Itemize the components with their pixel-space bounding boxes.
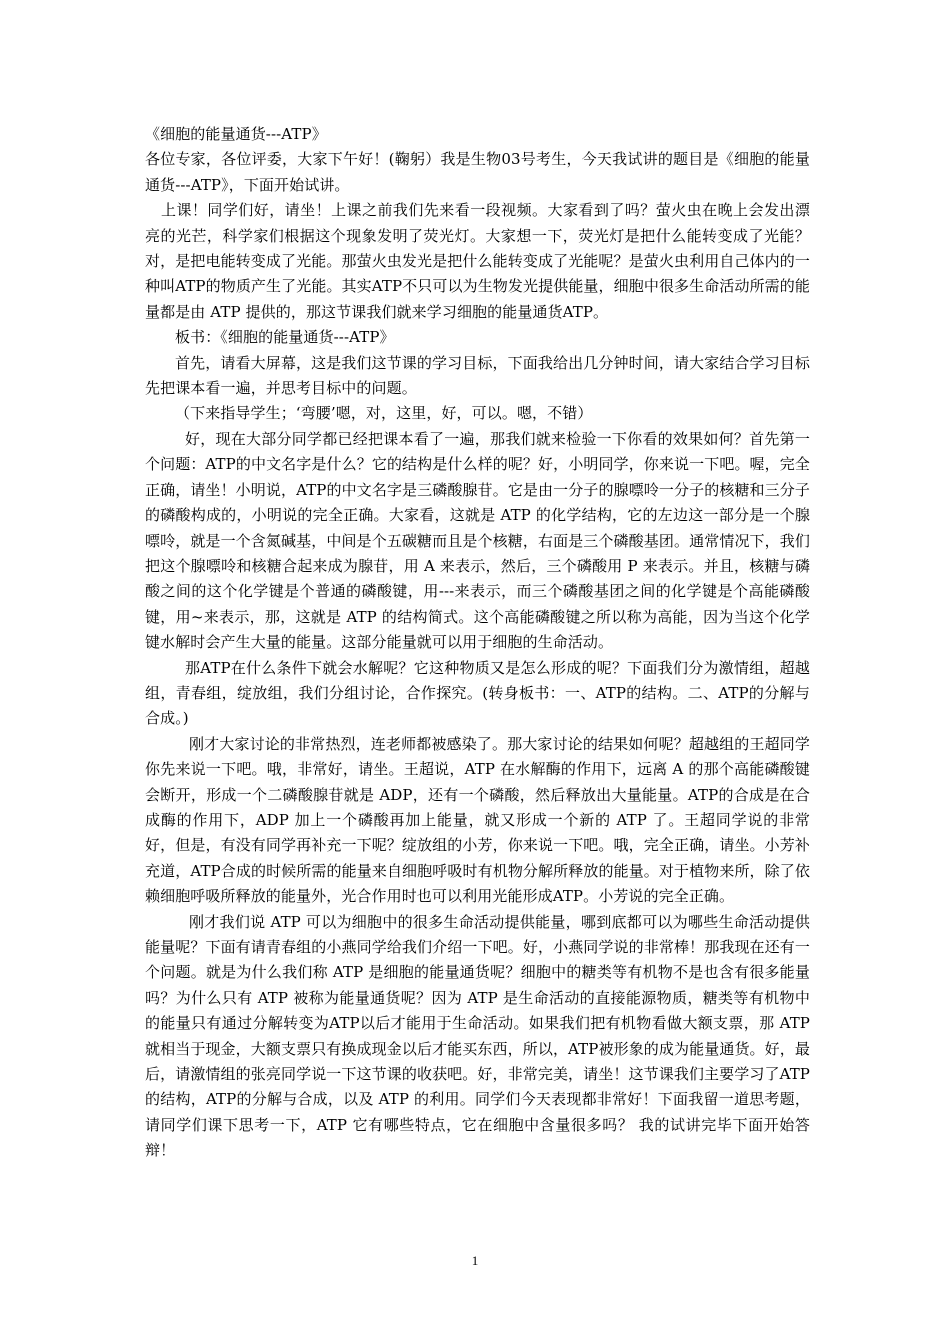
paragraph-learning-goals: 首先，请看大屏幕，这是我们这节课的学习目标，下面我给出几分钟时间，请大家结合学习目标先把课本看一遍，并思考目标中的问题。 bbox=[145, 353, 810, 398]
paragraph-guidance-note: （下来指导学生；‘弯腰’嗯，对，这里，好，可以。嗯，不错） bbox=[175, 404, 593, 423]
paragraph-introduction: 上课！同学们好，请坐！上课之前我们先来看一段视频。大家看到了吗？萤火虫在晚上会发出漂亮的光芒，科学家们根据这个现象发明了荧光灯。大家想一下，荧光灯是把什么能转变成了光能？对，是把电能转变成了光能。那萤火虫发光是把什么能转变成了光能呢？是萤火虫利用自己体内的一种叫ATP的物质产生了光能。其实ATP不只可以为生物发光提供能量，细胞中很多生命活动所需的能量都是由 ATP 提供的，那这节课我们就来学习细胞的能量通货ATP。 bbox=[145, 201, 810, 321]
paragraph-opening: 各位专家，各位评委，大家下午好！(鞠躬）我是生物03号考生，今天我试讲的题目是《细胞的能量通货---ATP》，下面开始试讲。 bbox=[145, 150, 810, 194]
paragraph-atp-structure: 好，现在大部分同学都已经把课本看了一遍，那我们就来检验一下你看的效果如何？首先第一个问题：ATP的中文名字是什么？它的结构是什么样的呢？好，小明同学，你来说一下吧。喔，完全正确，请坐！小明说，ATP的中文名字是三磷酸腺苷。它是由一分子的腺嘌呤一分子的核糖和三分子的磷酸构成的，小明说的完全正确。大家看，这就是 ATP 的化学结构，它的左边这一部分是一个腺嘌呤，就是一个含氮碱基，中间是个五碳糖而且是个核糖，右面是三个磷酸基团。通常情况下，我们把这个腺嘌呤和核糖合起来成为腺苷，用 A 来表示，然后，三个磷酸用 P 来表示。并且，核糖与磷酸之间的这个化学键是个普通的磷酸键，用---来表示，而三个磷酸基团之间的化学键是个高能磷酸键，用~来表示，那，这就是 ATP 的结构简式。这个高能磷酸键之所以称为高能，因为当这个化学键水解时会产生大量的能量。这部分能量就可以用于细胞的生命活动。 bbox=[145, 429, 810, 652]
paragraph-hydrolysis-synthesis: 刚才大家讨论的非常热烈，连老师都被感染了。那大家讨论的结果如何呢？超越组的王超同学你先来说一下吧。哦，非常好，请坐。王超说，ATP 在水解酶的作用下，远离 A 的那个高能磷酸键会断开，形成一个二磷酸腺苷就是 ADP，还有一个磷酸，然后释放出大量能量。ATP的合成是在合成酶的作用下，ADP 加上一个磷酸再加上能量，就又形成一个新的 ATP 了。王超同学说的非常好，但是，有没有同学再补充一下呢？绽放组的小芳，你来说一下吧。哦，完全正确，请坐。小芳补充道，ATP合成的时候所需的能量来自细胞呼吸时有机物分解所释放的能量。对于植物来所，除了依赖细胞呼吸所释放的能量外，光合作用时也可以利用光能形成ATP。小芳说的完全正确。 bbox=[145, 734, 810, 906]
document-body bbox=[145, 122, 810, 1164]
page-number: 1 bbox=[471, 1253, 479, 1268]
paragraph-board-title: 板书：《细胞的能量通货---ATP》 bbox=[175, 328, 395, 347]
document-title: 《细胞的能量通货---ATP》 bbox=[145, 125, 327, 143]
paragraph-energy-currency: 刚才我们说 ATP 可以为细胞中的很多生命活动提供能量，哪到底都可以为哪些生命活动提供能量呢？下面有请青春组的小燕同学给我们介绍一下吧。好，小燕同学说的非常棒！那我现在还有一个问题。就是为什么我们称 ATP 是细胞的能量通货呢？细胞中的糖类等有机物不是也含有很多能量吗？为什么只有 ATP 被称为能量通货呢？因为 ATP 是生命活动的直接能源物质，糖类等有机物中的能量只有通过分解转变为ATP以后才能用于生命活动。如果我们把有机物看做大额支票，那 ATP 就相当于现金，大额支票只有换成现金以后才能买东西，所以，ATP被形象的成为能量通货。好，最后，请激情组的张亮同学说一下这节课的收获吧。好，非常完美，请坐！这节课我们主要学习了ATP的结构，ATP的分解与合成，以及 ATP 的利用。同学们今天表现都非常好！下面我留一道思考题，请同学们课下思考一下，ATP 它有哪些特点，它在细胞中含量很多吗？ 我的试讲完毕下面开始答辩！ bbox=[145, 912, 810, 1160]
paragraph-group-discussion: 那ATP在什么条件下就会水解呢？它这种物质又是怎么形成的呢？下面我们分为激情组，超越组，青春组，绽放组，我们分组讨论，合作探究。(转身板书：一、ATP的结构。二、ATP的分解与合成。) bbox=[145, 658, 810, 728]
